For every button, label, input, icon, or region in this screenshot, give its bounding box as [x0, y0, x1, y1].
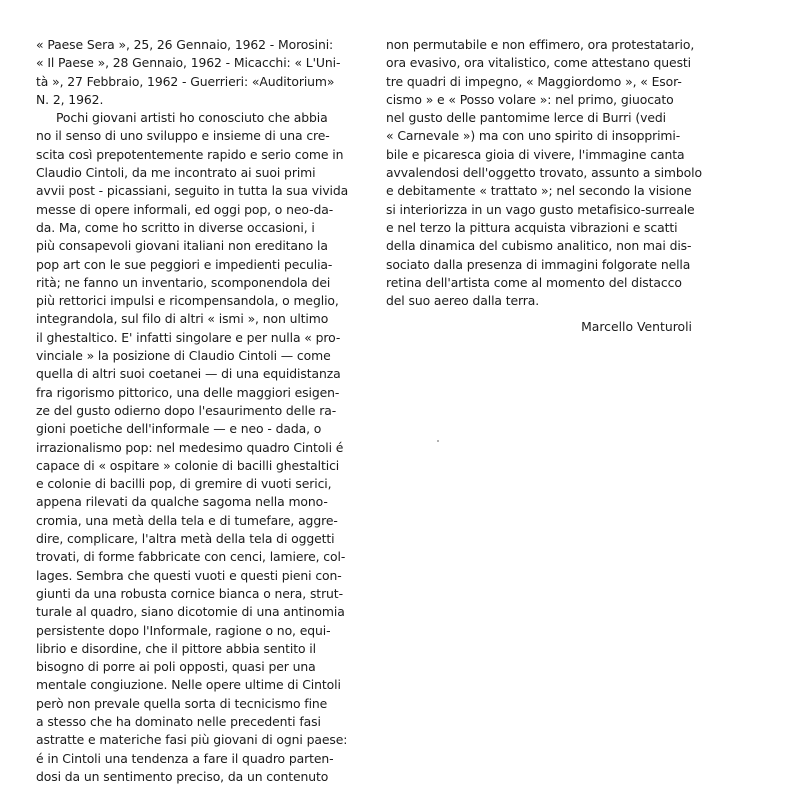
text-line: quella di altri suoi coetanei — di una equidistanza	[36, 366, 341, 382]
text-line: gioni poetiche dell'informale — e neo - dada, o	[36, 421, 322, 437]
text-line: sociato dalla presenza di immagini folgorate nella	[386, 256, 691, 272]
text-line: scita così prepotentemente rapido e serio come in	[36, 146, 344, 162]
text-line: vinciale » la posizione di Claudio Cintoli — come	[36, 348, 331, 364]
text-line: ora evasivo, ora vitalistico, come attestano questi	[386, 55, 692, 71]
text-line: da. Ma, come ho scritto in diverse occasioni, i	[36, 219, 315, 235]
text-line: dosi da un sentimento preciso, da un contenuto	[36, 768, 329, 784]
text-line: rità; ne fanno un inventario, scomponendola dei	[36, 274, 331, 290]
text-line: a stesso che ha dominato nelle precedenti fasi	[36, 713, 321, 729]
text-line: bile e picaresca gioia di vivere, l'immagine canta	[386, 146, 685, 162]
text-line: più consapevoli giovani italiani non ereditano la	[36, 238, 328, 254]
text-line: capace di « ospitare » colonie di bacilli ghestaltici	[36, 457, 340, 473]
author-signature: Marcello Venturoli	[581, 319, 692, 335]
text-line: librio e disordine, che il pittore abbia sentito il	[36, 640, 316, 656]
text-line: irrazionalismo pop: nel medesimo quadro Cintoli é	[36, 439, 344, 455]
text-line: Pochi giovani artisti ho conosciuto che abbia	[56, 110, 328, 126]
text-line: mentale congiuzione. Nelle opere ultime di Cintoli	[36, 677, 341, 693]
text-line: il ghestaltico. E' infatti singolare e per nulla « pro-	[36, 329, 341, 345]
text-line: « Carnevale ») ma con uno spirito di insopprimi-	[386, 128, 681, 144]
text-line: e debitamente « trattato »; nel secondo la visione	[386, 183, 692, 199]
text-line: fra rigorismo pittorico, una delle maggiori esigen-	[36, 384, 340, 400]
text-line: « Il Paese », 28 Gennaio, 1962 - Micacchi: « L'Uni-	[36, 55, 341, 71]
text-line: lages. Sembra che questi vuoti e questi pieni con-	[36, 567, 342, 583]
text-line: é in Cintoli una tendenza a fare il quadro parten-	[36, 750, 334, 766]
text-line: trovati, di forme fabbricate con cenci, lamiere, col-	[36, 549, 346, 565]
text-line: Claudio Cintoli, da me incontrato ai suoi primi	[36, 165, 316, 181]
text-line: tà », 27 Febbraio, 1962 - Guerrieri: «Auditorium»	[36, 73, 335, 89]
text-line: turale al quadro, siano dicotomie di una antinomia	[36, 604, 345, 620]
text-line: si interiorizza in un vago gusto metafisico-surreale	[386, 201, 695, 217]
text-line: avvii post - picassiani, seguito in tutta la sua vivida	[36, 183, 349, 199]
left-text-column	[36, 36, 376, 786]
text-line: non permutabile e non effimero, ora protestatario,	[386, 37, 695, 52]
text-line: tre quadri di impegno, « Maggiordomo », « Esor-	[386, 73, 682, 89]
right-text-column	[386, 36, 726, 337]
text-line: e nel terzo la pittura acquista vibrazioni e scatti	[386, 219, 678, 235]
text-line: giunti da una robusta cornice bianca o nera, strut-	[36, 585, 343, 601]
text-line: integrandola, sul filo di altri « ismi », non ultimo	[36, 311, 329, 327]
speck-mark	[437, 440, 439, 442]
text-line: no il senso di uno sviluppo e insieme di una cre-	[36, 128, 330, 144]
text-line: avvalendosi dell'oggetto trovato, assunto a simbolo	[386, 165, 702, 181]
text-line: e colonie di bacilli pop, di gremire di vuoti serici,	[36, 476, 332, 492]
text-line: astratte e materiche fasi più giovani di ogni paese:	[36, 732, 348, 748]
text-line: persistente dopo l'Informale, ragione o no, equi-	[36, 622, 331, 638]
text-line: appena rilevati da qualche sagoma nella mono-	[36, 494, 328, 510]
text-line: retina dell'artista come al momento del distacco	[386, 274, 682, 290]
text-line: cismo » e « Posso volare »: nel primo, giuocato	[386, 91, 674, 107]
text-line: però non prevale quella sorta di tecnicismo fine	[36, 695, 328, 711]
text-line: ze del gusto odierno dopo l'esaurimento delle ra-	[36, 402, 337, 418]
text-line: « Paese Sera », 25, 26 Gennaio, 1962 - Morosini:	[36, 37, 334, 52]
text-line: della dinamica del cubismo analitico, non mai dis-	[386, 238, 692, 254]
text-line: bisogno di porre ai poli opposti, quasi per una	[36, 659, 316, 675]
text-line: del suo aereo dalla terra.	[386, 293, 540, 309]
text-line: nel gusto delle pantomime lerce di Burri (vedi	[386, 110, 666, 126]
text-line: N. 2, 1962.	[36, 91, 104, 107]
text-line: più rettorici impulsi e ricompensandola, o meglio,	[36, 293, 339, 309]
text-line: pop art con le sue peggiori e impedienti peculia-	[36, 256, 333, 272]
text-line: cromia, una metà della tela e di tumefare, aggre-	[36, 512, 338, 528]
text-line: messe di opere informali, ed oggi pop, o neo-da-	[36, 201, 334, 217]
text-line: dire, complicare, l'altra metà della tela di oggetti	[36, 531, 335, 547]
